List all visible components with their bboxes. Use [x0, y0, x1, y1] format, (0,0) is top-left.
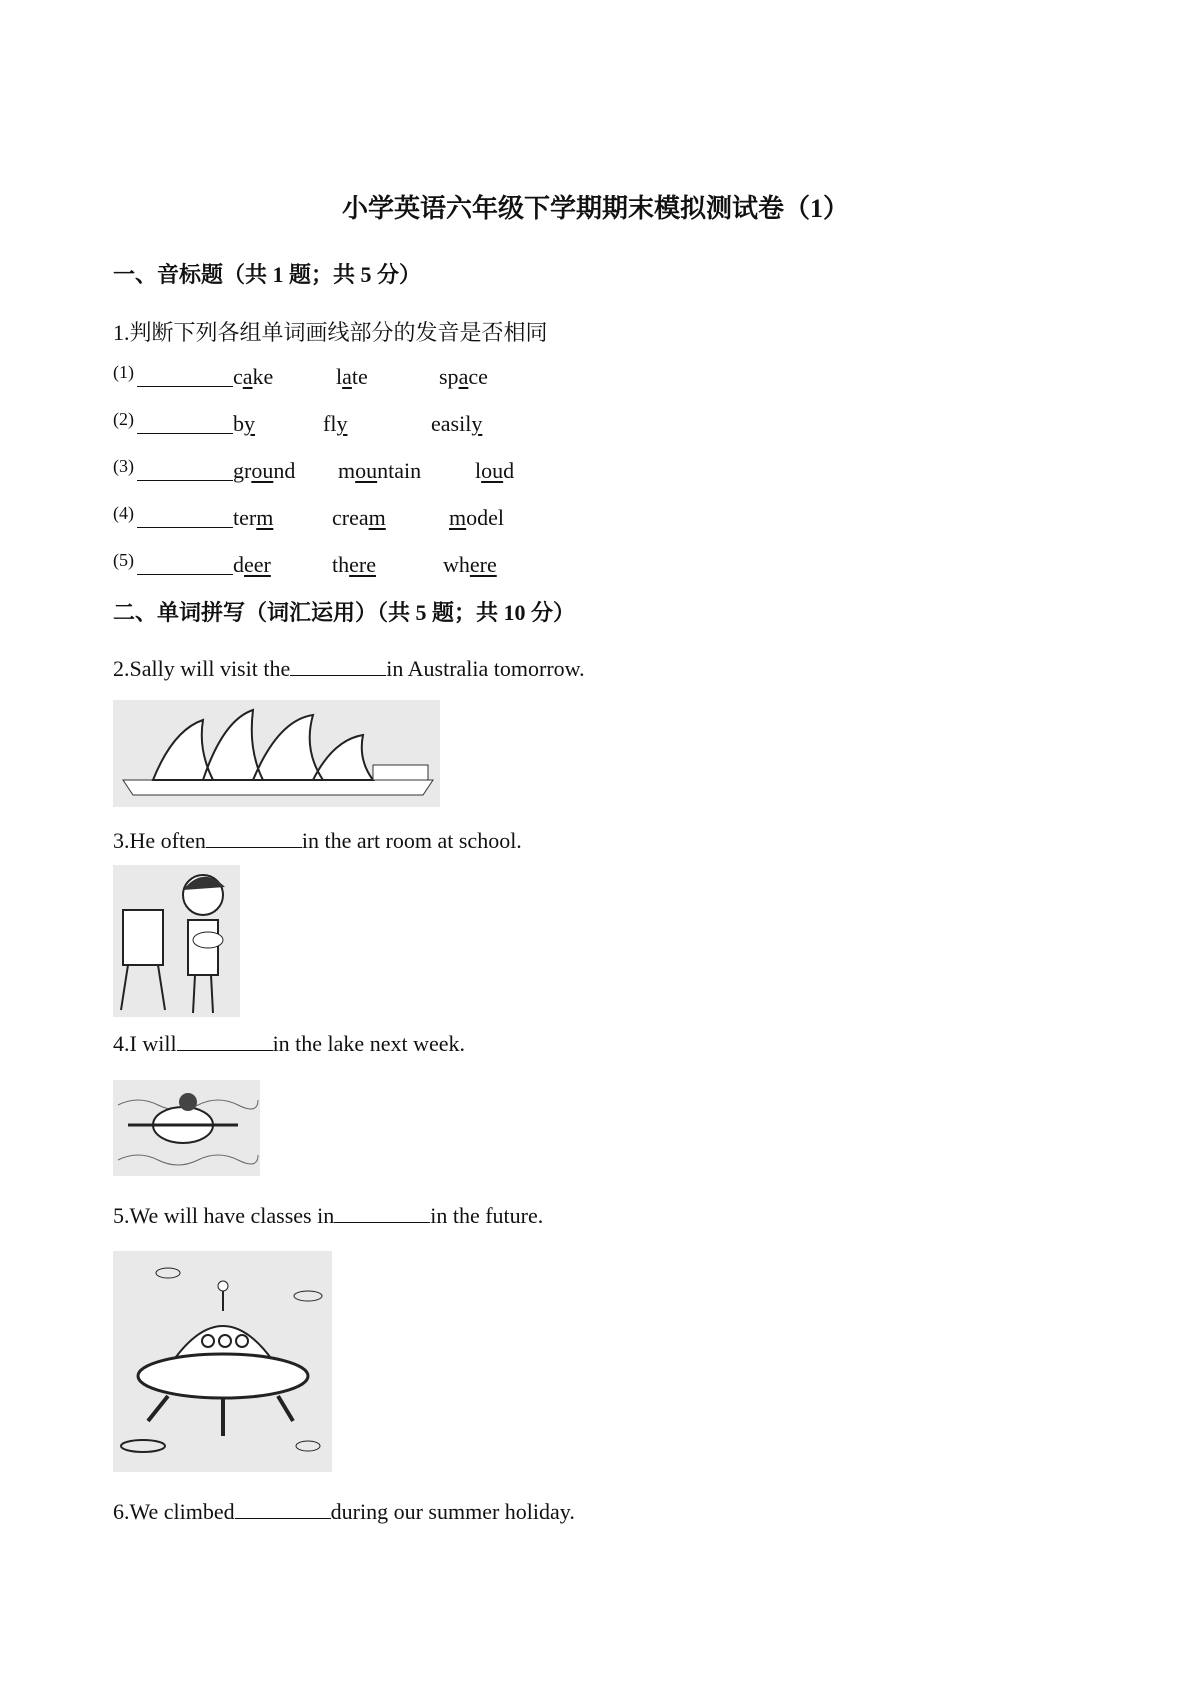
- word-part: ce: [468, 364, 488, 389]
- underlined-part: m: [449, 505, 467, 530]
- question-1-prompt: 1.判断下列各组单词画线部分的发音是否相同: [113, 320, 548, 345]
- answer-blank: [137, 480, 233, 481]
- answer-blank: [290, 675, 386, 676]
- phonics-word: [323, 411, 347, 437]
- row-number: (4): [113, 503, 134, 523]
- word-part: d: [233, 552, 244, 577]
- word-part: th: [332, 552, 350, 577]
- underlined-part: ou: [251, 458, 274, 483]
- section-2-heading: 二、单词拼写（词汇运用）（共 5 题；共 10 分）: [113, 600, 576, 625]
- phonics-word: [439, 364, 488, 390]
- answer-blank: [137, 527, 233, 528]
- phonics-word: [233, 364, 273, 390]
- phonics-word: [233, 505, 273, 531]
- underlined-part: a: [342, 364, 352, 389]
- question-text: 5.We will have classes in: [113, 1203, 335, 1228]
- word-part: sp: [439, 364, 459, 389]
- answer-blank: [235, 1518, 331, 1519]
- word-part: wh: [443, 552, 470, 577]
- phonics-word: [475, 458, 514, 484]
- question-text: 2.Sally will visit the: [113, 656, 291, 681]
- word-part: nd: [273, 458, 296, 483]
- phonics-word: [233, 458, 295, 484]
- person-swimming-image: [113, 1080, 260, 1176]
- question-text: 3.He often: [113, 828, 206, 853]
- phonics-word: [443, 552, 497, 578]
- question-text: in the lake next week.: [272, 1031, 465, 1056]
- underlined-part: ere: [349, 552, 376, 577]
- question-4: [113, 1031, 465, 1057]
- underlined-part: ou: [481, 458, 504, 483]
- answer-blank: [137, 433, 233, 434]
- spaceship-image: [113, 1251, 332, 1472]
- answer-blank: [206, 847, 302, 848]
- word-part: c: [233, 364, 243, 389]
- row-number: (5): [113, 550, 134, 570]
- underlined-part: a: [458, 364, 469, 389]
- question-6: [113, 1499, 575, 1525]
- word-part: crea: [332, 505, 369, 530]
- word-part: ntain: [377, 458, 422, 483]
- boy-painting-image: [113, 865, 240, 1017]
- question-text: during our summer holiday.: [330, 1499, 575, 1524]
- phonics-word: [332, 552, 376, 578]
- answer-blank: [177, 1050, 273, 1051]
- phonics-word: [431, 411, 482, 437]
- word-part: l: [336, 364, 343, 389]
- underlined-part: y: [336, 411, 348, 436]
- underlined-part: m: [368, 505, 386, 530]
- underlined-part: ou: [355, 458, 378, 483]
- underlined-part: y: [244, 411, 255, 436]
- page-title: 小学英语六年级下学期期末模拟测试卷（1）: [341, 194, 849, 223]
- question-text: in the future.: [430, 1203, 544, 1228]
- answer-blank: [137, 386, 233, 387]
- question-text: 4.I will: [113, 1031, 177, 1056]
- word-part: ke: [252, 364, 274, 389]
- word-part: l: [475, 458, 482, 483]
- question-2: [113, 656, 585, 682]
- row-number: (3): [113, 456, 134, 476]
- question-text: in the art room at school.: [301, 828, 522, 853]
- underlined-part: m: [256, 505, 274, 530]
- word-part: odel: [466, 505, 505, 530]
- question-text: 6.We climbed: [113, 1499, 235, 1524]
- row-number: (2): [113, 409, 134, 429]
- word-part: easil: [431, 411, 472, 436]
- phonics-word: [338, 458, 421, 484]
- underlined-part: y: [471, 411, 483, 436]
- row-number: (1): [113, 362, 134, 382]
- question-text: in Australia tomorrow.: [386, 656, 585, 681]
- question-3: [113, 828, 522, 854]
- word-part: fl: [323, 411, 337, 436]
- word-part: gr: [233, 458, 252, 483]
- phonics-word: [332, 505, 386, 531]
- word-part: d: [503, 458, 515, 483]
- underlined-part: a: [242, 364, 253, 389]
- phonics-word: [336, 364, 368, 390]
- question-5: [113, 1203, 543, 1229]
- phonics-word: [449, 505, 504, 531]
- sydney-opera-house-image: [113, 700, 440, 807]
- word-part: b: [233, 411, 244, 436]
- section-1-heading: 一、音标题（共 1 题；共 5 分）: [113, 262, 422, 287]
- answer-blank: [334, 1222, 430, 1223]
- phonics-word: [233, 411, 255, 437]
- word-part: ter: [233, 505, 257, 530]
- word-part: m: [338, 458, 356, 483]
- underlined-part: ere: [469, 552, 497, 577]
- answer-blank: [137, 574, 233, 575]
- word-part: te: [351, 364, 368, 389]
- underlined-part: eer: [244, 552, 271, 577]
- phonics-word: [233, 552, 271, 578]
